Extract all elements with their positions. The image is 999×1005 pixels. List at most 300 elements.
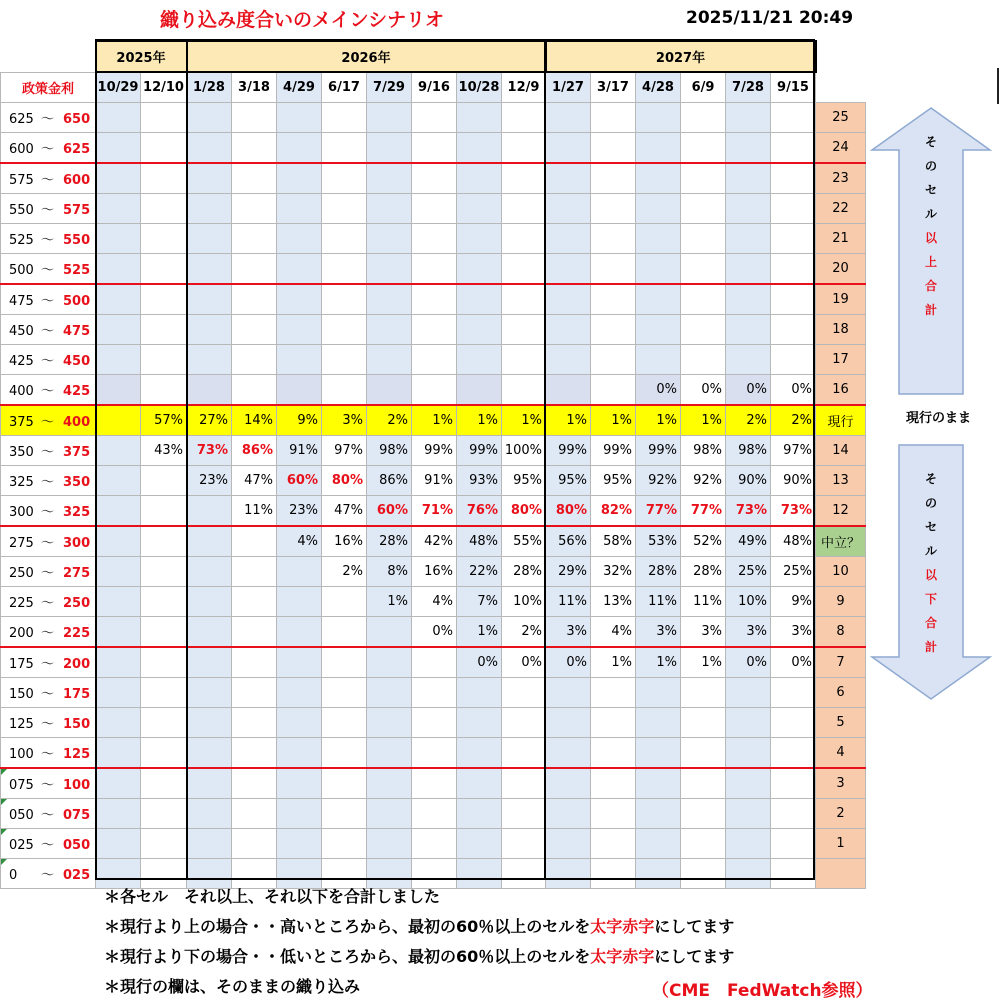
range-tilde: ～ [41,324,55,339]
meeting-date: 7/28 [726,72,771,103]
probability-cell [322,254,367,285]
probability-cell [546,103,591,133]
meeting-date: 12/9 [502,72,546,103]
probability-cell [457,224,502,254]
range-high: 525 [63,263,91,278]
probability-cell [141,829,187,859]
table-row [1,738,866,769]
probability-cell [96,768,141,799]
probability-cell: 98% [681,436,726,466]
probability-cell [502,768,546,799]
probability-cell: 8% [367,557,412,587]
probability-cell: 99% [412,436,457,466]
probability-cell [681,224,726,254]
probability-cell: 1% [457,617,502,648]
probability-cell [277,557,322,587]
probability-cell [681,315,726,345]
probability-cell [322,678,367,708]
range-low: 075 [9,778,34,793]
probability-cell [187,496,232,527]
probability-cell [771,103,816,133]
probability-cell [502,678,546,708]
probability-cell [726,315,771,345]
probability-cell [591,315,636,345]
probability-cell [367,103,412,133]
meeting-date: 9/15 [771,72,816,103]
probability-cell [141,163,187,194]
table-row [1,617,866,648]
probability-cell [367,647,412,678]
probability-cell [277,587,322,617]
probability-cell [96,678,141,708]
probability-cell [681,829,726,859]
probability-cell [771,678,816,708]
probability-cell [367,678,412,708]
probability-cell: 92% [636,466,681,496]
probability-cell [636,224,681,254]
rate-range [1,345,96,375]
rate-level-number: 6 [816,678,866,708]
meeting-date: 6/9 [681,72,726,103]
range-tilde: ～ [41,536,55,551]
probability-cell: 80% [546,496,591,527]
probability-cell [141,799,187,829]
probability-cell [457,254,502,285]
probability-cell: 2% [771,405,816,436]
probability-cell [636,738,681,769]
note-4: ＊現行の欄は、そのままの織り込み [104,977,361,996]
probability-cell [591,708,636,738]
keep-current-label: 現行のまま [906,411,972,426]
table-row [1,557,866,587]
rate-level-number: 21 [816,224,866,254]
range-low: 100 [9,747,34,762]
probability-cell [232,647,277,678]
probability-cell [457,859,502,889]
range-high: 500 [63,294,91,309]
year-header: 2025年 [96,41,187,72]
probability-cell [96,194,141,224]
probability-cell [502,708,546,738]
range-low: 425 [9,354,34,369]
probability-cell [726,738,771,769]
range-low: 475 [9,294,34,309]
range-high: 200 [63,657,91,672]
probability-cell [232,103,277,133]
range-tilde: ～ [41,717,55,732]
probability-cell [277,647,322,678]
range-high: 050 [63,838,91,853]
rate-level-number: 10 [816,557,866,587]
rate-level-number: 7 [816,647,866,678]
probability-cell [726,254,771,285]
probability-cell [232,557,277,587]
range-tilde: ～ [41,173,55,188]
probability-cell [277,708,322,738]
probability-cell: 7% [457,587,502,617]
probability-cell [502,103,546,133]
range-low: 600 [9,142,34,157]
probability-cell: 25% [726,557,771,587]
probability-cell: 14% [232,405,277,436]
table-row [1,799,866,829]
probability-cell [771,768,816,799]
probability-cell [96,708,141,738]
probability-cell: 53% [636,526,681,557]
range-low: 050 [9,808,34,823]
probability-cell [457,194,502,224]
probability-cell [141,133,187,164]
range-low: 575 [9,173,34,188]
probability-cell [412,678,457,708]
arrow-label-char: 上 [924,255,937,269]
probability-cell: 11% [232,496,277,527]
probability-cell: 91% [277,436,322,466]
table-row [1,526,866,557]
probability-cell: 58% [591,526,636,557]
probability-cell [502,315,546,345]
probability-cell [96,133,141,164]
probability-cell [141,375,187,406]
probability-cell [412,647,457,678]
probability-cell [457,799,502,829]
probability-cell [636,678,681,708]
range-high: 075 [63,808,91,823]
probability-cell [367,315,412,345]
probability-cell: 1% [412,405,457,436]
rate-range [1,254,96,285]
probability-cell [322,617,367,648]
probability-cell [412,103,457,133]
probability-cell [277,315,322,345]
arrow-label-char: セ [924,520,937,534]
probability-cell [681,254,726,285]
rate-level-number: 3 [816,768,866,799]
probability-cell [367,284,412,315]
range-tilde: ～ [41,294,55,309]
year-header: 2026年 [187,41,546,72]
probability-cell [546,254,591,285]
arrow-label-char: 下 [924,592,937,606]
probability-cell [141,224,187,254]
range-tilde: ～ [41,354,55,369]
probability-cell [457,738,502,769]
probability-cell [591,768,636,799]
probability-cell [232,768,277,799]
range-high: 350 [63,475,91,490]
meeting-date: 6/17 [322,72,367,103]
probability-cell: 4% [412,587,457,617]
meeting-date: 10/29 [96,72,141,103]
probability-cell [502,345,546,375]
probability-cell [502,859,546,889]
range-high: 150 [63,717,91,732]
probability-cell [681,799,726,829]
probability-cell [232,194,277,224]
arrow-label-char: 合 [924,616,937,630]
probability-cell [726,799,771,829]
probability-cell [187,647,232,678]
probability-cell: 1% [636,405,681,436]
probability-cell [277,738,322,769]
probability-cell [141,738,187,769]
probability-cell [96,799,141,829]
probability-cell [457,315,502,345]
corner-blank [816,41,866,72]
probability-cell [502,829,546,859]
range-high: 475 [63,324,91,339]
probability-cell [546,133,591,164]
probability-cell [681,708,726,738]
probability-cell: 95% [591,466,636,496]
probability-cell [771,738,816,769]
probability-cell [322,799,367,829]
table-row [1,315,866,345]
probability-cell: 98% [367,436,412,466]
probability-cell: 60% [277,466,322,496]
rate-range [1,708,96,738]
probability-cell [591,678,636,708]
probability-cell [141,557,187,587]
rate-range [1,738,96,769]
range-tilde: ～ [41,384,55,399]
rate-range [1,859,96,889]
probability-cell [96,224,141,254]
probability-cell [771,133,816,164]
probability-cell [546,345,591,375]
probability-cell [232,315,277,345]
probability-cell [322,829,367,859]
probability-cell: 3% [322,405,367,436]
probability-cell [457,678,502,708]
range-tilde: ～ [41,838,55,853]
rate-range [1,617,96,648]
range-tilde: ～ [41,445,55,460]
probability-cell [681,738,726,769]
probability-cell [726,133,771,164]
arrow-label-char: 計 [924,640,937,654]
probability-cell [681,133,726,164]
probability-cell [771,284,816,315]
rate-range [1,557,96,587]
probability-cell [591,829,636,859]
probability-cell [681,163,726,194]
probability-cell [636,103,681,133]
probability-cell [187,768,232,799]
range-tilde: ～ [41,475,55,490]
probability-cell [412,799,457,829]
probability-cell [277,133,322,164]
rate-range [1,224,96,254]
range-tilde: ～ [41,596,55,611]
range-low: 125 [9,717,34,732]
range-low: 350 [9,445,34,460]
probability-cell [591,254,636,285]
probability-cell [277,103,322,133]
probability-cell [96,557,141,587]
probability-cell [141,768,187,799]
note-3: ＊現行より下の場合・・低いところから、最初の60％以上のセルを太字赤字にしてます [104,947,735,966]
probability-cell [546,194,591,224]
range-tilde: ～ [41,415,55,430]
range-low: 025 [9,838,34,853]
corner-blank [1,41,96,72]
probability-cell: 1% [457,405,502,436]
meeting-date: 12/10 [141,72,187,103]
meeting-date: 1/28 [187,72,232,103]
probability-cell: 0% [457,647,502,678]
probability-cell [232,617,277,648]
probability-cell: 0% [726,647,771,678]
probability-cell [187,738,232,769]
arrow-label-char: の [924,496,937,510]
range-tilde: ～ [41,687,55,702]
probability-cell [96,163,141,194]
probability-cell [141,647,187,678]
probability-cell [322,315,367,345]
probability-cell: 28% [681,557,726,587]
rate-range [1,405,96,436]
year-header: 2027年 [546,41,816,72]
probability-cell [502,284,546,315]
meeting-date: 1/27 [546,72,591,103]
probability-cell [771,224,816,254]
arrow-label-char: 以 [924,231,937,245]
range-high: 100 [63,778,91,793]
probability-cell [367,738,412,769]
probability-cell: 77% [681,496,726,527]
range-tilde: ～ [41,505,55,520]
probability-cell: 57% [141,405,187,436]
rate-range [1,194,96,224]
year-separator-2025 [186,39,188,880]
probability-cell [457,133,502,164]
probability-cell: 11% [546,587,591,617]
probability-cell [232,587,277,617]
probability-cell [187,557,232,587]
probability-cell [546,829,591,859]
probability-cell [636,194,681,224]
probability-cell [141,194,187,224]
probability-cell [726,768,771,799]
probability-cell [96,466,141,496]
rate-level-number: 12 [816,496,866,527]
probability-cell: 3% [771,617,816,648]
probability-cell: 23% [187,466,232,496]
probability-cell [277,224,322,254]
rate-level-number: 中立？ [816,526,866,557]
probability-cell [322,284,367,315]
probability-cell [96,436,141,466]
probability-cell [141,103,187,133]
probability-cell: 16% [322,526,367,557]
probability-cell [412,224,457,254]
probability-cell [726,678,771,708]
probability-cell [502,254,546,285]
range-tilde: ～ [41,142,55,157]
probability-cell: 22% [457,557,502,587]
probability-cell [412,254,457,285]
rate-range [1,163,96,194]
probability-cell [367,829,412,859]
probability-cell: 86% [367,466,412,496]
probability-cell: 3% [636,617,681,648]
probability-cell: 2% [502,617,546,648]
probability-cell: 90% [771,466,816,496]
table-row [1,284,866,315]
table-row [1,466,866,496]
probability-cell [141,284,187,315]
probability-cell [367,133,412,164]
probability-cell [681,768,726,799]
arrow-label-char: の [924,159,937,173]
rate-range [1,678,96,708]
probability-cell: 82% [591,496,636,527]
probability-cell: 9% [771,587,816,617]
rate-level-number: 現行 [816,405,866,436]
rate-range [1,587,96,617]
probability-cell [771,859,816,889]
probability-cell [187,375,232,406]
probability-cell: 47% [322,496,367,527]
rate-range [1,829,96,859]
range-low: 225 [9,596,34,611]
probability-cell [141,526,187,557]
range-low: 300 [9,505,34,520]
probability-cell [277,345,322,375]
probability-cell: 4% [591,617,636,648]
probability-cell: 0% [412,617,457,648]
probability-cell [771,708,816,738]
probability-cell [322,103,367,133]
table-row [1,678,866,708]
probability-cell [96,526,141,557]
probability-cell: 99% [546,436,591,466]
probability-cell [187,224,232,254]
probability-cell [322,708,367,738]
probability-cell [322,375,367,406]
probability-cell [232,254,277,285]
probability-cell [546,163,591,194]
probability-cell: 99% [636,436,681,466]
probability-cell [277,768,322,799]
probability-cell [187,163,232,194]
meeting-date: 10/28 [457,72,502,103]
meeting-date: 7/29 [367,72,412,103]
probability-cell [277,829,322,859]
probability-cell [141,315,187,345]
probability-cell [96,738,141,769]
probability-cell: 28% [367,526,412,557]
probability-cell [681,345,726,375]
range-high: 625 [63,142,91,157]
probability-cell: 0% [681,375,726,406]
probability-cell: 80% [322,466,367,496]
rate-range [1,526,96,557]
probability-cell: 99% [591,436,636,466]
probability-cell [367,163,412,194]
probability-cell: 3% [546,617,591,648]
probability-cell [412,133,457,164]
probability-cell [187,315,232,345]
probability-cell [546,315,591,345]
meeting-date: 9/16 [412,72,457,103]
probability-cell [322,647,367,678]
probability-cell [726,345,771,375]
probability-cell [412,163,457,194]
probability-cell: 97% [322,436,367,466]
probability-cell [591,799,636,829]
